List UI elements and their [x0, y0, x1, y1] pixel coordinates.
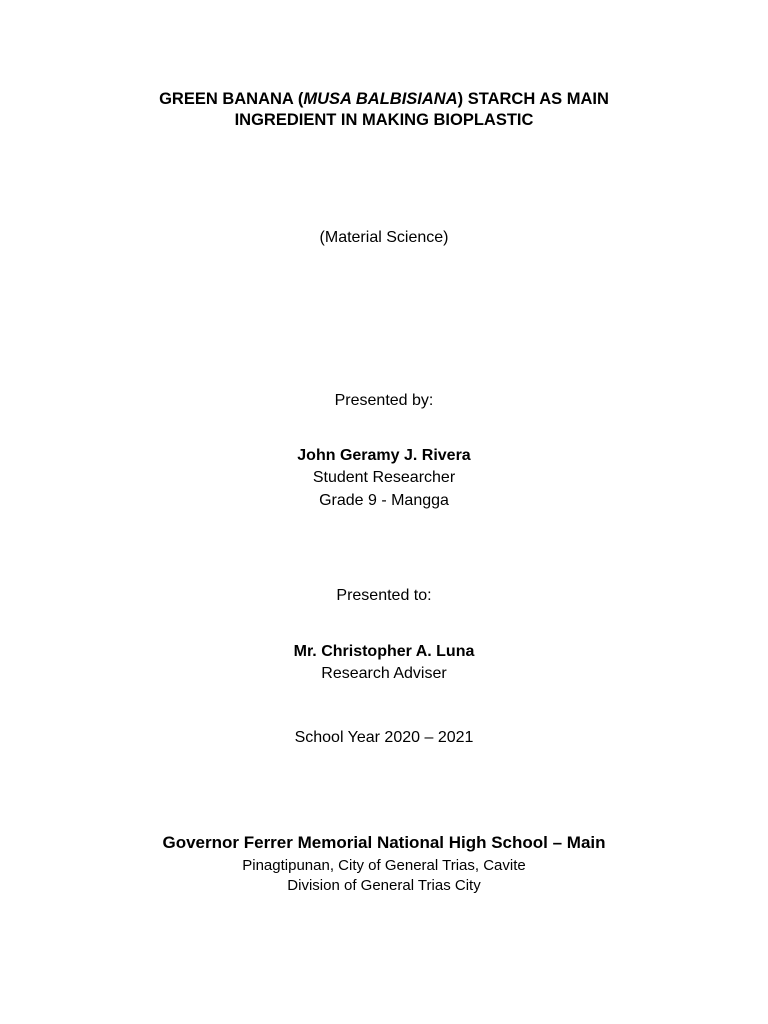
presented-to-heading: Presented to:	[336, 587, 432, 604]
presenter-section: Grade 9 - Mangga	[319, 492, 449, 509]
scientific-name: MUSA BALBISIANA	[303, 90, 458, 108]
school-name: Governor Ferrer Memorial National High School – Main	[162, 833, 606, 852]
title-line-1	[0, 89, 768, 109]
title-line-2: INGREDIENT IN MAKING BIOPLASTIC	[234, 111, 534, 129]
title-prefix: GREEN BANANA (	[159, 90, 304, 108]
research-category: (Material Science)	[319, 229, 449, 246]
presenter-name: John Geramy J. Rivera	[297, 447, 471, 464]
adviser-name: Mr. Christopher A. Luna	[293, 643, 475, 660]
presented-by-heading: Presented by:	[334, 392, 434, 409]
school-division: Division of General Trias City	[287, 877, 481, 894]
school-address: Pinagtipunan, City of General Trias, Cavite	[242, 857, 526, 874]
presenter-role: Student Researcher	[312, 469, 456, 486]
title-suffix: ) STARCH AS MAIN	[457, 90, 609, 108]
school-year: School Year 2020 – 2021	[294, 729, 474, 746]
adviser-role: Research Adviser	[321, 665, 447, 682]
